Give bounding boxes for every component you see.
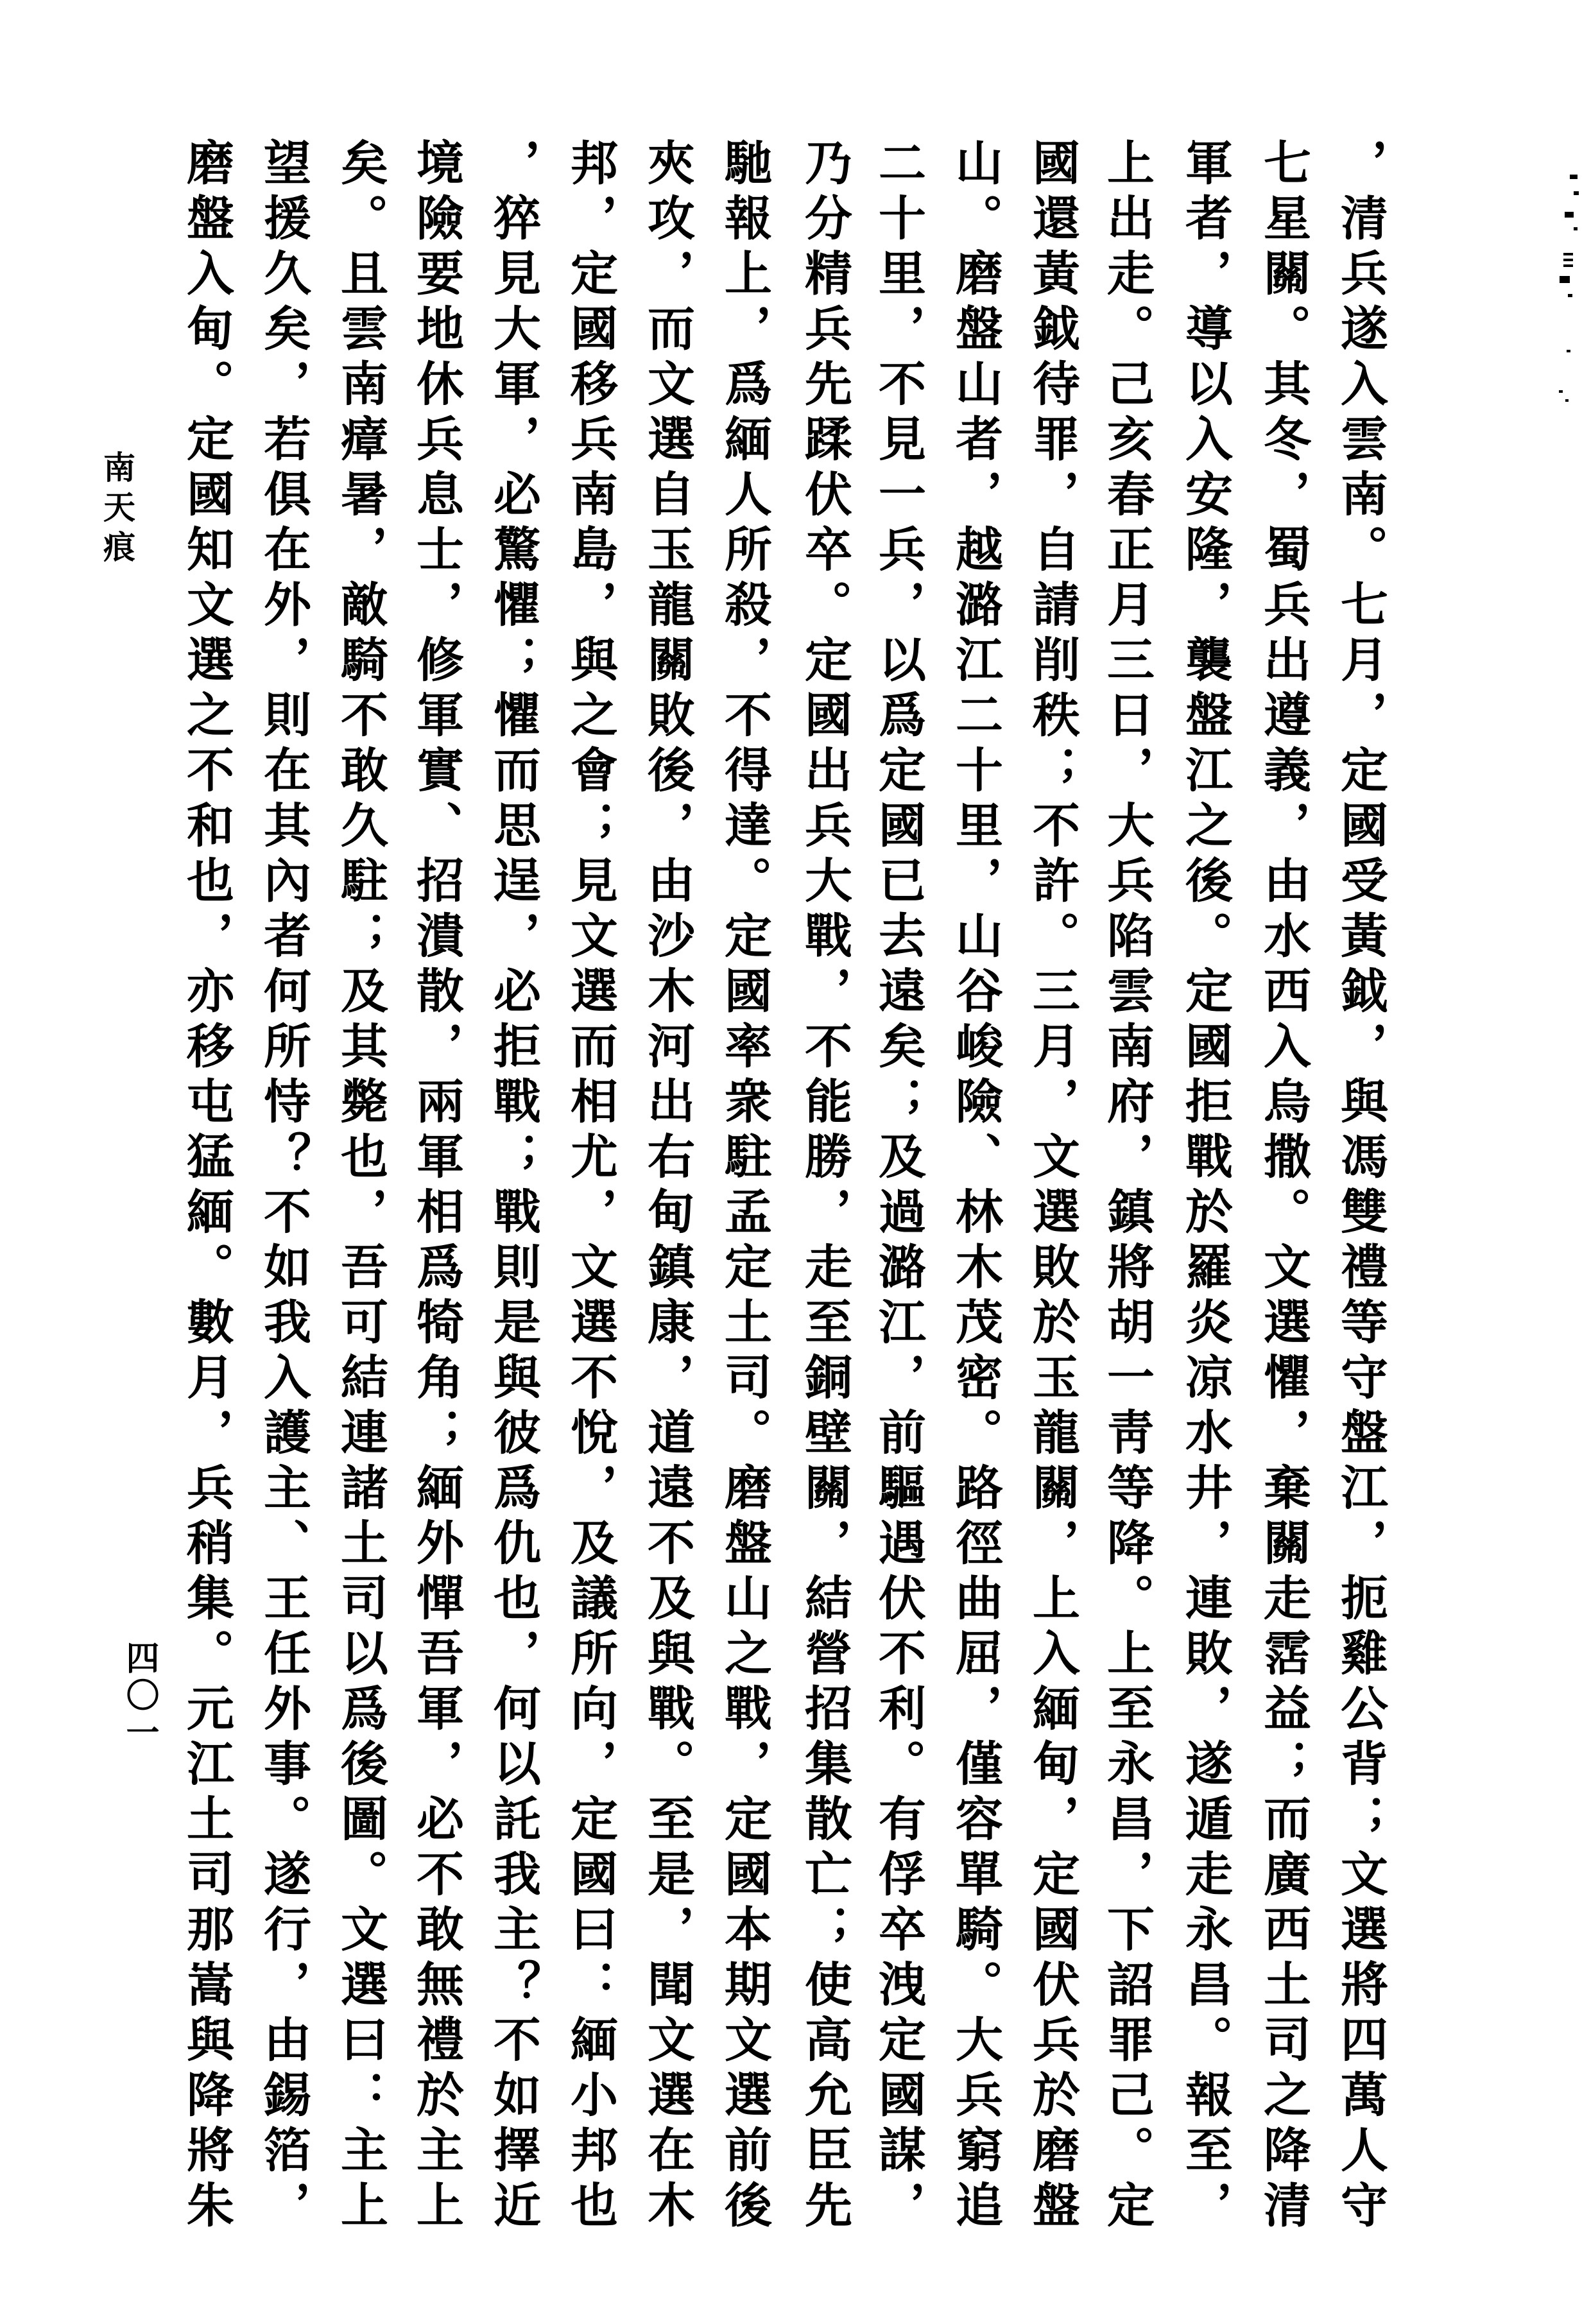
ink-speck xyxy=(1563,253,1573,255)
text-column: 上出走。己亥春正月三日，大兵陷雲南府，鎮將胡一靑等降。上至永昌，下詔罪己。定 xyxy=(1099,138,1155,2235)
ink-speck xyxy=(1565,399,1569,402)
text-column: 夾攻，而文選自玉龍關敗後，由沙木河出右甸鎮康，道遠不及與戰。至是，聞文選在木 xyxy=(640,138,695,2235)
ink-speck xyxy=(1560,276,1570,283)
ink-speck xyxy=(1570,175,1578,179)
book-title-margin: 南天痕 xyxy=(98,451,135,570)
text-column: 軍者，導以入安隆，襲盤江之後。定國拒戰於羅炎凉水井，連敗，遂遁走永昌。報至， xyxy=(1178,138,1233,2235)
page-number: 四〇一 xyxy=(120,1640,159,1752)
text-column: 境險要地休兵息士，修軍實、招潰散，兩軍相爲犄角；緬外憚吾軍，必不敢無禮於主上 xyxy=(409,138,464,2235)
ink-speck xyxy=(1574,191,1579,195)
text-column: 矣。且雲南瘴暑，敵騎不敢久駐；及其斃也，吾可結連諸土司以爲後圖。文選曰：主上 xyxy=(333,138,388,2235)
ink-speck xyxy=(1563,264,1573,267)
text-column: 馳報上，爲緬人所殺，不得達。定國率衆駐孟定土司。磨盤山之戰，定國本期文選前後 xyxy=(717,138,772,2235)
text-column: 邦，定國移兵南島，與之會；見文選而相尤，文選不悅，及議所向，定國曰：緬小邦也 xyxy=(563,138,618,2235)
text-column: 七星關。其冬，蜀兵出遵義，由水西入烏撒。文選懼，棄關走霑益；而廣西土司之降清 xyxy=(1256,138,1311,2235)
text-column: 二十里，不見一兵，以爲定國已去遠矣；及過潞江，前驅遇伏不利。有俘卒洩定國謀， xyxy=(871,138,926,2235)
ink-speck xyxy=(1567,350,1570,352)
text-column: 國還黃鉞待罪，自請削秩；不許。三月，文選敗於玉龍關，上入緬甸，定國伏兵於磨盤 xyxy=(1025,138,1080,2235)
ink-speck xyxy=(1559,390,1563,393)
ink-speck xyxy=(1568,294,1572,297)
text-column: ，清兵遂入雲南。七月，定國受黃鉞，與馮雙禮等守盤江，扼雞公背；文選將四萬人守 xyxy=(1333,138,1388,2235)
ink-speck xyxy=(1565,212,1574,218)
ink-speck xyxy=(1563,259,1573,261)
text-column: ，猝見大軍，必驚懼；懼而思逞，必拒戰；戰則是與彼爲仇也，何以託我主？不如擇近 xyxy=(486,138,541,2235)
text-column: 乃分精兵先蹂伏卒。定國出兵大戰，不能勝，走至銅壁關，結營招集散亡；使高允臣先 xyxy=(797,138,852,2235)
text-column: 磨盤入甸。定國知文選之不和也，亦移屯猛緬。數月，兵稍集。元江土司那嵩與降將朱 xyxy=(179,138,234,2235)
ink-speck xyxy=(1574,227,1578,230)
text-column: 山。磨盤山者，越潞江二十里，山谷峻險、林木茂密。路徑曲屈，僅容單騎。大兵窮追 xyxy=(948,138,1003,2235)
text-column: 望援久矣，若俱在外，則在其內者何所恃？不如我入護主、王任外事。遂行，由錫箔， xyxy=(256,138,311,2235)
